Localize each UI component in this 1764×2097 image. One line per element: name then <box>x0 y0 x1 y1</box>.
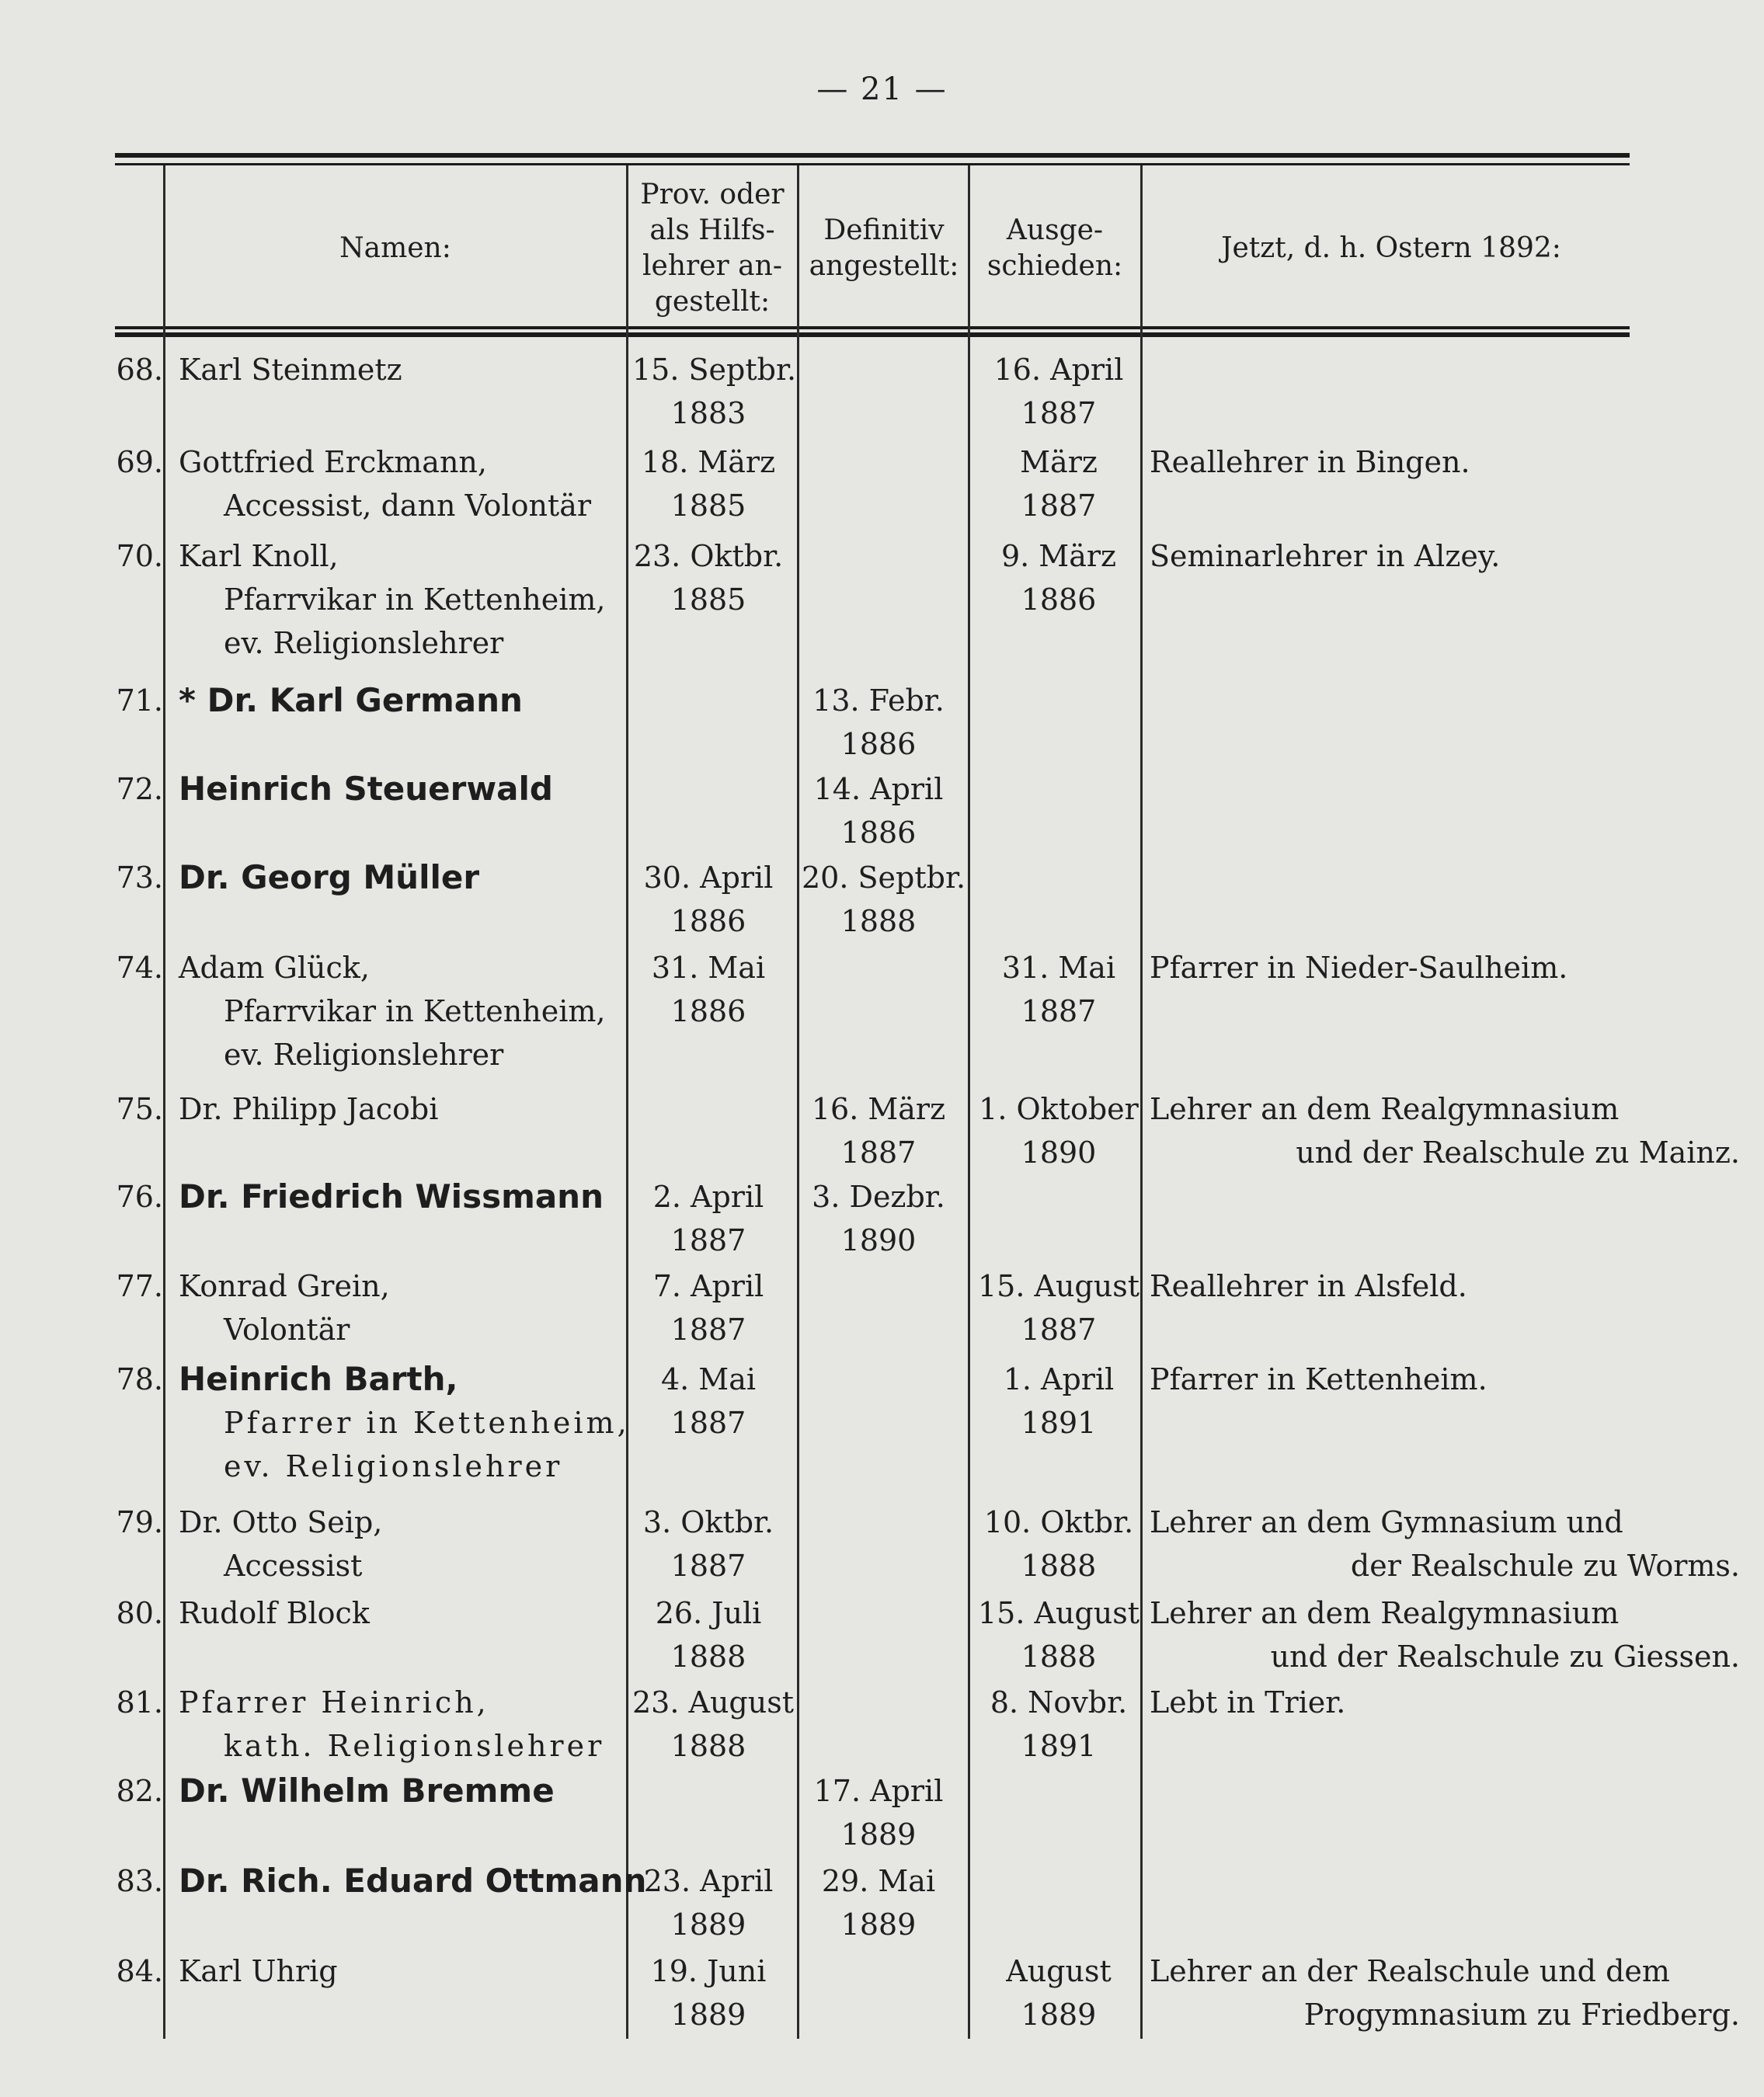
row-number: 82. <box>116 1774 163 1808</box>
row-number: 80. <box>116 1596 163 1630</box>
row-ausgeschieden: 1. Oktober 1890 <box>979 1092 1139 1170</box>
row-name: Adam Glück, Pfarrvikar in Kettenheim, ev. Religionslehrer <box>179 951 606 1072</box>
row-definitiv: 20. Septbr. 1888 <box>802 861 966 938</box>
row-prov: 23. April 1889 <box>643 1864 774 1942</box>
row-name: Karl Uhrig <box>179 1954 338 1988</box>
row-number: 74. <box>116 951 163 985</box>
row-ausgeschieden: März 1887 <box>1020 445 1098 523</box>
row-prov: 23. August 1888 <box>632 1685 794 1763</box>
row-number: 75. <box>116 1092 163 1126</box>
header-bottom-rule-thin <box>115 326 1630 329</box>
row-definitiv: 3. Dezbr. 1890 <box>812 1180 945 1257</box>
row-jetzt: Reallehrer in Bingen. <box>1150 445 1470 479</box>
row-number: 69. <box>116 445 163 479</box>
row-ausgeschieden: 8. Novbr. 1891 <box>990 1685 1128 1763</box>
table-top-rule-thin <box>115 163 1630 165</box>
row-name: Dr. Otto Seip, Accessist <box>179 1505 383 1583</box>
row-name: Heinrich Barth, Pfarrer in Kettenheim, ev. Religionslehrer <box>179 1360 630 1483</box>
header-jetzt: Jetzt, d. h. Ostern 1892: <box>1221 232 1561 264</box>
row-jetzt: Lehrer an dem Realgymnasium und der Realschule zu Giessen. <box>1150 1596 1740 1674</box>
row-number: 78. <box>116 1362 163 1396</box>
row-number: 72. <box>116 772 163 806</box>
row-name: Konrad Grein, Volontär <box>179 1269 390 1347</box>
row-prov: 31. Mai 1886 <box>651 951 766 1028</box>
header-definitiv: Definitiv angestellt: <box>809 214 959 282</box>
column-divider <box>163 165 165 2039</box>
row-jetzt: Pfarrer in Kettenheim. <box>1150 1362 1487 1396</box>
row-prov: 30. April 1886 <box>643 861 774 938</box>
row-number: 84. <box>116 1954 163 1988</box>
row-jetzt: Lehrer an dem Realgymnasium und der Realschule zu Mainz. <box>1150 1092 1740 1170</box>
row-jetzt: Lehrer an der Realschule und dem Progymnasium zu Friedberg. <box>1150 1954 1740 2032</box>
row-ausgeschieden: 9. März 1886 <box>1000 539 1117 617</box>
row-name: Dr. Georg Müller <box>179 858 480 896</box>
row-number: 76. <box>116 1180 163 1214</box>
row-ausgeschieden: 16. April 1887 <box>993 353 1124 430</box>
row-number: 79. <box>116 1505 163 1539</box>
row-name: Karl Knoll, Pfarrvikar in Kettenheim, ev. Religionslehrer <box>179 539 606 660</box>
row-name: Dr. Friedrich Wissmann <box>179 1177 604 1215</box>
row-ausgeschieden: 15. August 1887 <box>978 1269 1139 1347</box>
column-divider <box>968 165 970 2039</box>
row-prov: 23. Oktbr. 1885 <box>633 539 784 617</box>
row-name: Dr. Rich. Eduard Ottmann <box>179 1862 647 1900</box>
row-ausgeschieden: 31. Mai 1887 <box>1001 951 1116 1028</box>
row-definitiv: 14. April 1886 <box>813 772 944 850</box>
row-name: Pfarrer Heinrich, kath. Religionslehrer <box>179 1685 605 1763</box>
row-number: 71. <box>116 683 163 718</box>
row-number: 83. <box>116 1864 163 1898</box>
row-name: Karl Steinmetz <box>179 353 402 387</box>
row-prov: 19. Juni 1889 <box>650 1954 767 2032</box>
row-number: 81. <box>116 1685 163 1720</box>
row-ausgeschieden: 15. August 1888 <box>978 1596 1139 1674</box>
row-jetzt: Seminarlehrer in Alzey. <box>1150 539 1501 573</box>
row-prov: 4. Mai 1887 <box>660 1362 757 1440</box>
row-number: 73. <box>116 861 163 895</box>
row-definitiv: 16. März 1887 <box>811 1092 946 1170</box>
row-prov: 7. April 1887 <box>652 1269 764 1347</box>
row-prov: 26. Juli 1888 <box>655 1596 762 1674</box>
row-name: Heinrich Steuerwald <box>179 770 553 808</box>
row-name: Rudolf Block <box>179 1596 370 1630</box>
row-name: Gottfried Erckmann, Accessist, dann Volontär <box>179 445 592 523</box>
row-jetzt: Lebt in Trier. <box>1150 1685 1346 1720</box>
row-number: 77. <box>116 1269 163 1303</box>
column-divider <box>797 165 799 2039</box>
row-name: Dr. Wilhelm Bremme <box>179 1772 555 1810</box>
table-top-rule <box>115 153 1630 158</box>
row-ausgeschieden: August 1889 <box>1006 1954 1112 2032</box>
row-prov: 2. April 1887 <box>652 1180 764 1257</box>
row-prov: 15. Septbr. 1883 <box>632 353 797 430</box>
row-ausgeschieden: 10. Oktbr. 1888 <box>983 1505 1134 1583</box>
row-prov: 3. Oktbr. 1887 <box>642 1505 774 1583</box>
header-prov: Prov. oder als Hilfs- lehrer an- gestellt: <box>640 179 785 318</box>
row-jetzt: Pfarrer in Nieder-Saulheim. <box>1150 951 1568 985</box>
row-definitiv: 17. April 1889 <box>813 1774 944 1852</box>
row-jetzt: Reallehrer in Alsfeld. <box>1150 1269 1467 1303</box>
row-name: Dr. Philipp Jacobi <box>179 1092 439 1126</box>
header-bottom-rule <box>115 332 1630 337</box>
row-number: 70. <box>116 539 163 573</box>
row-definitiv: 29. Mai 1889 <box>821 1864 936 1942</box>
row-jetzt: Lehrer an dem Gymnasium und der Realschule zu Worms. <box>1150 1505 1740 1583</box>
header-names: Namen: <box>339 232 451 264</box>
header-ausgeschieden: Ausge- schieden: <box>986 214 1123 282</box>
row-definitiv: 13. Febr. 1886 <box>812 683 945 761</box>
row-number: 68. <box>116 353 163 387</box>
row-prov: 18. März 1885 <box>641 445 776 523</box>
row-name: * Dr. Karl Germann <box>179 681 523 719</box>
row-ausgeschieden: 1. April 1891 <box>1003 1362 1115 1440</box>
page-number: — 21 — <box>816 71 948 107</box>
